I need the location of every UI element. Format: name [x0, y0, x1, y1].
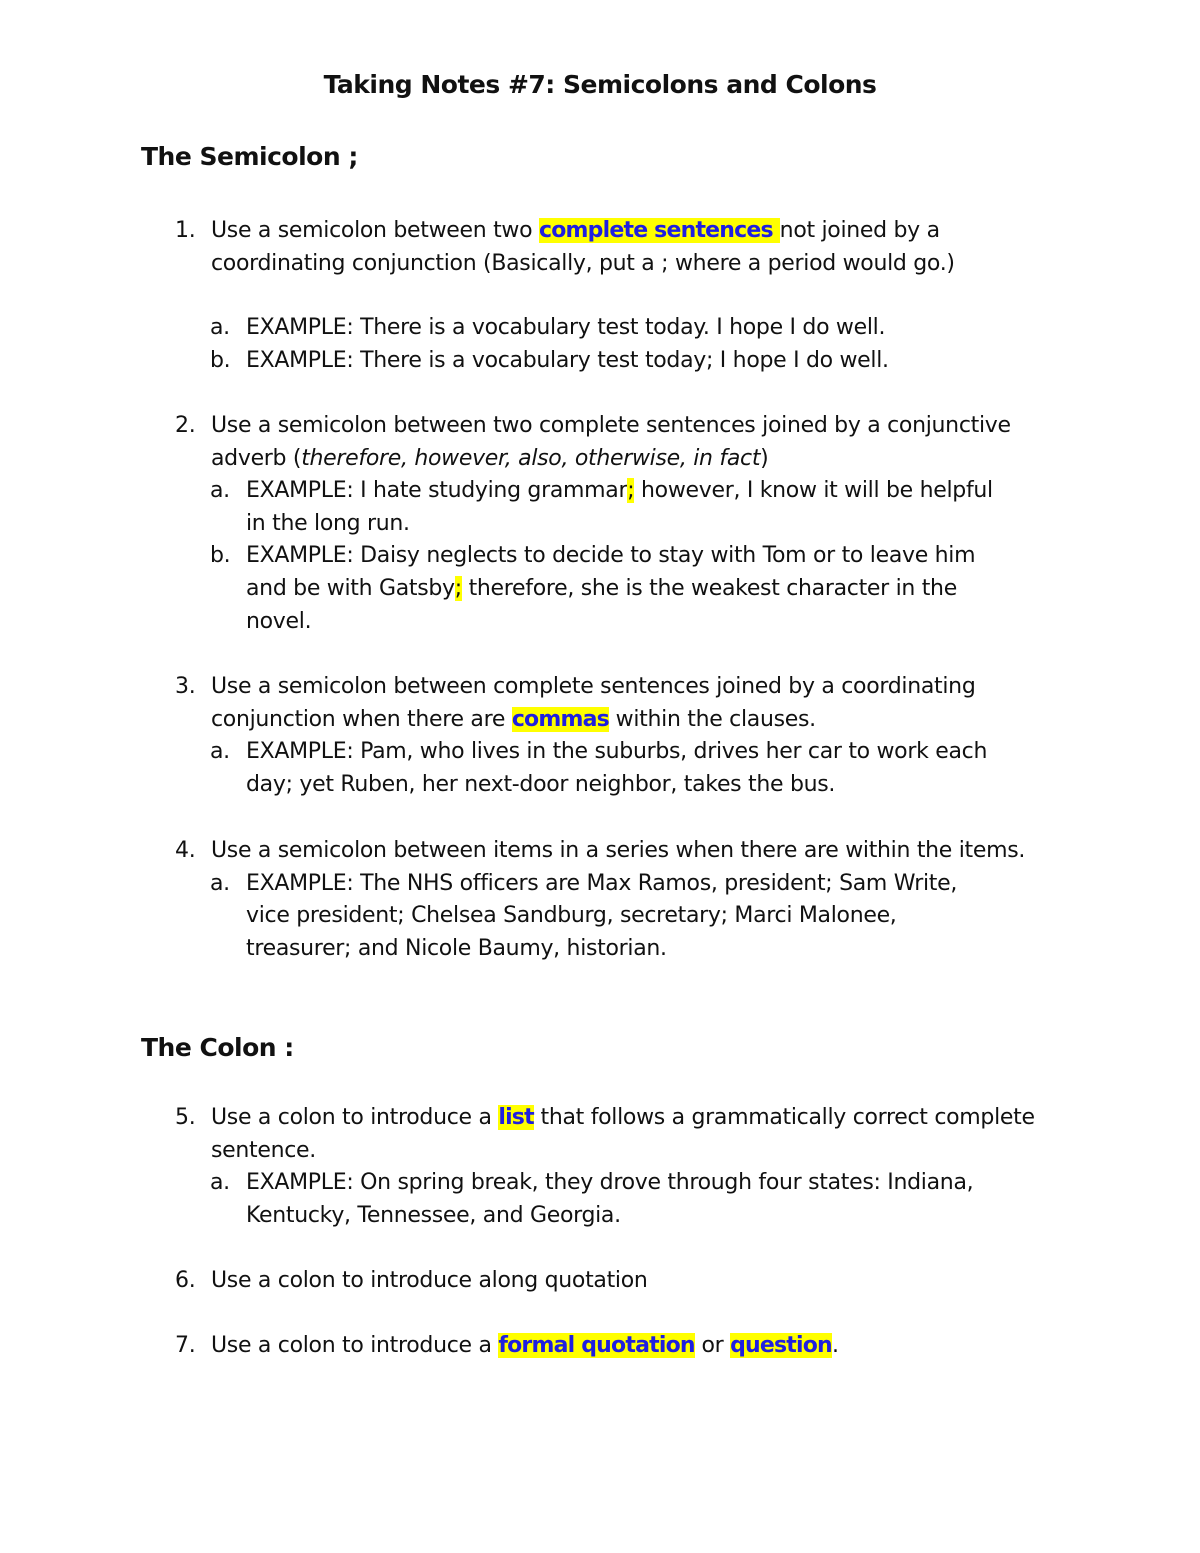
rule-3 — [175, 671, 1075, 801]
rule-text: Use a semicolon between two complete sentences joined by a conjunctive adverb (therefore, however, also, otherwise, in fact) — [211, 413, 1011, 471]
colon-heading: The Colon : — [141, 1033, 294, 1062]
rule-number: 2. — [175, 413, 196, 438]
rule-number: 7. — [175, 1333, 196, 1358]
key-term: commas — [511, 706, 609, 732]
semicolon-heading: The Semicolon ; — [141, 142, 358, 171]
rule-text: Use a colon to introduce along quotation — [211, 1268, 648, 1293]
rule-text: Use a semicolon between items in a series when there are within the items. — [211, 838, 1026, 863]
key-term: question — [730, 1333, 832, 1358]
adverb-list: therefore, however, also, otherwise, in fact — [301, 445, 761, 471]
example-a: a. EXAMPLE: There is a vocabulary test today. I hope I do well. — [210, 315, 886, 340]
rule-7 — [175, 1330, 1075, 1363]
rule-text: Use a semicolon between complete sentences joined by a coordinating conjunction when there are commas within the clauses. — [211, 674, 976, 732]
rule-5 — [175, 1102, 1075, 1232]
key-term: list — [498, 1105, 534, 1130]
example-a: a. EXAMPLE: The NHS officers are Max Ramos, president; Sam Write, vice president; Chelsea Sandburg, secretary; Marci Malonee, treasurer; and Nicole Baumy, historian. — [210, 870, 958, 961]
example-b: b. EXAMPLE: Daisy neglects to decide to stay with Tom or to leave him and be with Gatsby; therefore, she is the weakest character in the novel. — [210, 543, 976, 634]
example-a: a. EXAMPLE: I hate studying grammar; however, I know it will be helpful in the long run. — [210, 478, 993, 536]
rule-number: 6. — [175, 1268, 196, 1293]
rule-4 — [175, 835, 1075, 965]
rule-number: 5. — [175, 1105, 196, 1130]
example-a: a. EXAMPLE: Pam, who lives in the suburbs, drives her car to work each day; yet Ruben, her next-door neighbor, takes the bus. — [210, 739, 988, 797]
rule-number: 4. — [175, 838, 196, 863]
semicolon-mark: ; — [627, 478, 635, 504]
rule-number: 1. — [175, 218, 196, 243]
rule-2 — [175, 410, 1075, 638]
rule-1 — [175, 215, 1075, 280]
rule-number: 3. — [175, 674, 196, 699]
rule-6 — [175, 1265, 1075, 1298]
page-title: Taking Notes #7: Semicolons and Colons — [323, 70, 877, 99]
example-a: a. EXAMPLE: On spring break, they drove through four states: Indiana, Kentucky, Tennessee, and Georgia. — [210, 1170, 974, 1228]
semicolon-mark: ; — [454, 575, 462, 601]
rule-text: Use a colon to introduce a formal quotation or question. — [211, 1333, 839, 1358]
example-b: b. EXAMPLE: There is a vocabulary test today; I hope I do well. — [210, 347, 889, 373]
rule-text: Use a colon to introduce a list that follows a grammatically correct complete sentence. — [211, 1105, 1035, 1163]
key-term: complete sentences — [538, 218, 780, 243]
rule-1-examples — [175, 312, 1075, 377]
rule-text: Use a semicolon between two complete sentences not joined by a coordinating conjunction (Basically, put a ; where a period would go.) — [211, 218, 955, 276]
key-term: formal quotation — [498, 1333, 695, 1358]
